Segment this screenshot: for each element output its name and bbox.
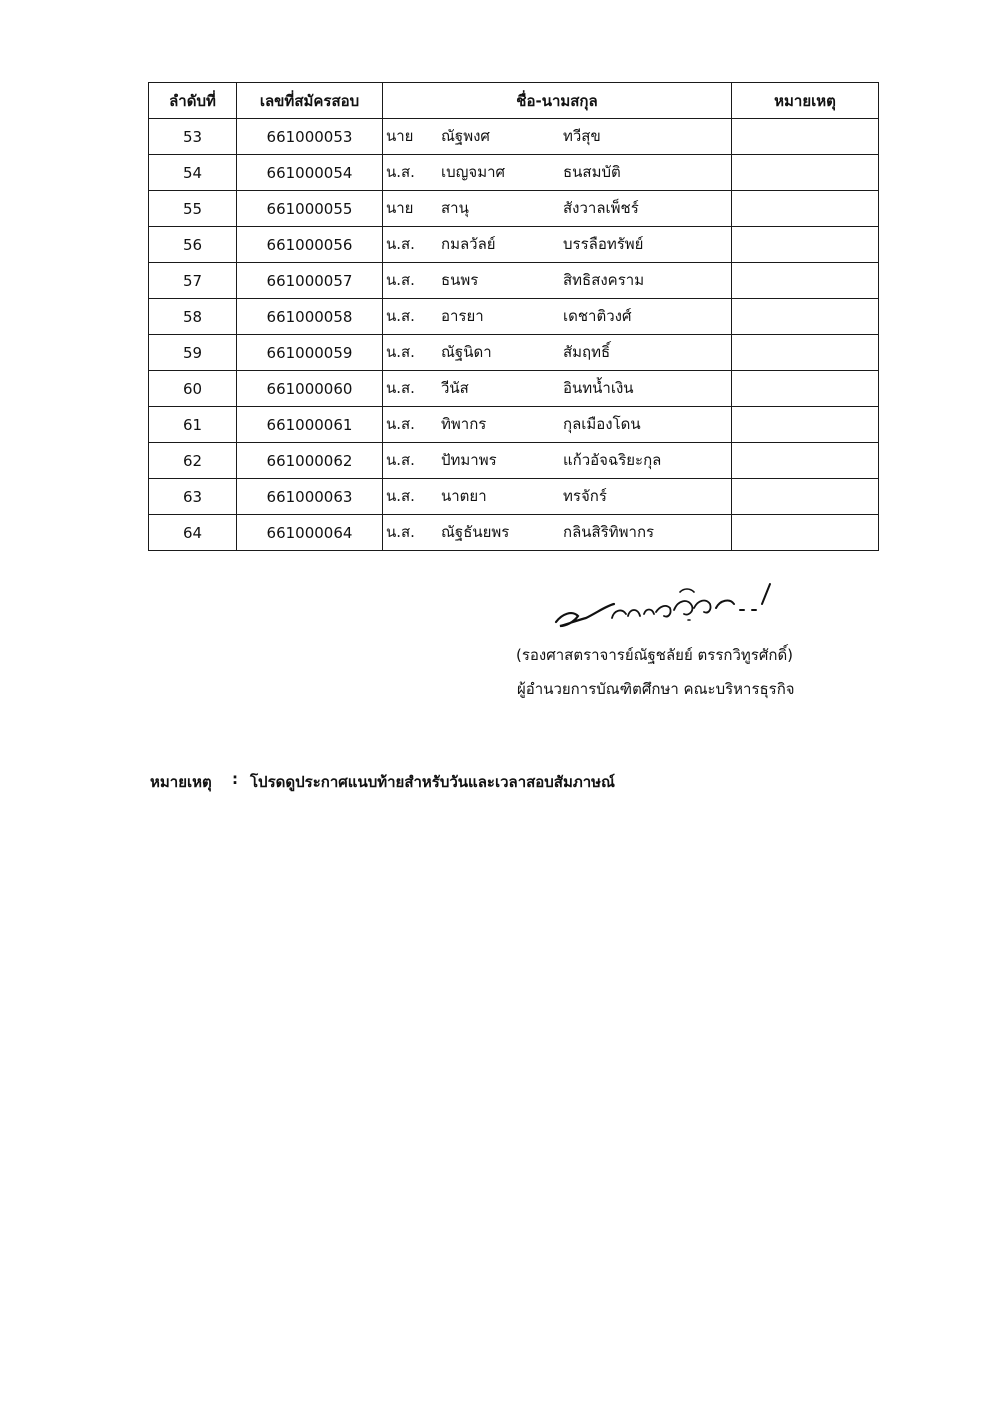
cell-remark — [732, 515, 879, 551]
first-name: ณัฐพงศ — [441, 127, 490, 145]
cell-applicant-id: 661000060 — [237, 371, 383, 407]
name-prefix: น.ส. — [386, 307, 415, 325]
cell-no: 63 — [149, 479, 237, 515]
table-row — [149, 263, 879, 299]
table-row — [149, 479, 879, 515]
table-header-row — [149, 83, 879, 119]
cell-applicant-id: 661000057 — [237, 263, 383, 299]
header-remark: หมายเหตุ — [732, 83, 879, 119]
last-name: สังวาลเพ็ชร์ — [563, 199, 639, 217]
first-name: ทิพากร — [441, 415, 487, 433]
cell-remark — [732, 155, 879, 191]
last-name: ทรจักร์ — [563, 487, 607, 505]
last-name: ทวีสุข — [563, 127, 601, 145]
first-name: สานุ — [441, 199, 469, 217]
last-name: กลินสิริทิพากร — [563, 523, 655, 541]
last-name: แก้วอัจฉริยะกุล — [563, 451, 662, 469]
header-name: ชื่อ-นามสกุล — [383, 83, 732, 119]
name-prefix: น.ส. — [386, 163, 415, 181]
cell-no: 60 — [149, 371, 237, 407]
cell-applicant-id: 661000062 — [237, 443, 383, 479]
cell-name — [383, 443, 732, 479]
table-row — [149, 515, 879, 551]
cell-name — [383, 479, 732, 515]
cell-no: 56 — [149, 227, 237, 263]
name-prefix: น.ส. — [386, 235, 415, 253]
cell-applicant-id: 661000054 — [237, 155, 383, 191]
cell-applicant-id: 661000064 — [237, 515, 383, 551]
cell-name — [383, 119, 732, 155]
header-applicant-id: เลขที่สมัครสอบ — [237, 83, 383, 119]
first-name: นาตยา — [441, 487, 487, 505]
table-row — [149, 119, 879, 155]
table-row — [149, 191, 879, 227]
last-name: สัมฤทธิ์ — [563, 343, 611, 361]
first-name: ธนพร — [441, 271, 479, 289]
cell-no: 59 — [149, 335, 237, 371]
cell-no: 64 — [149, 515, 237, 551]
cell-name — [383, 191, 732, 227]
first-name: วีนัส — [441, 379, 469, 397]
table-row — [149, 443, 879, 479]
first-name: อารยา — [441, 307, 484, 325]
cell-applicant-id: 661000055 — [237, 191, 383, 227]
table-row — [149, 299, 879, 335]
name-prefix: น.ส. — [386, 271, 415, 289]
cell-applicant-id: 661000056 — [237, 227, 383, 263]
cell-remark — [732, 191, 879, 227]
table-row — [149, 335, 879, 371]
table-body — [149, 119, 879, 551]
cell-remark — [732, 335, 879, 371]
signatory-name: (รองศาสตราจารย์ณัฐชลัยย์ ตรรกวิทูรศักดิ์) — [516, 646, 794, 664]
table-row — [149, 407, 879, 443]
cell-no: 55 — [149, 191, 237, 227]
first-name: ปัทมาพร — [441, 451, 497, 469]
first-name: ณัฐนิดา — [441, 343, 492, 361]
cell-name — [383, 371, 732, 407]
first-name: ณัฐธันยพร — [441, 523, 510, 541]
last-name: กุลเมืองโดน — [563, 415, 641, 433]
cell-remark — [732, 479, 879, 515]
cell-remark — [732, 443, 879, 479]
cell-applicant-id: 661000059 — [237, 335, 383, 371]
cell-applicant-id: 661000061 — [237, 407, 383, 443]
cell-remark — [732, 407, 879, 443]
cell-name — [383, 299, 732, 335]
candidate-table — [148, 82, 879, 551]
name-prefix: นาย — [386, 199, 414, 217]
name-prefix: น.ส. — [386, 523, 415, 541]
note-text: โปรดดูประกาศแนบท้ายสำหรับวันและเวลาสอบสัมภาษณ์ — [250, 773, 615, 791]
cell-name — [383, 227, 732, 263]
note-colon: : — [232, 770, 238, 788]
cell-remark — [732, 119, 879, 155]
last-name: ธนสมบัติ — [563, 163, 621, 181]
cell-remark — [732, 263, 879, 299]
first-name: กมลวัลย์ — [441, 235, 496, 253]
cell-no: 53 — [149, 119, 237, 155]
first-name: เบญจมาศ — [441, 163, 506, 181]
table-row — [149, 155, 879, 191]
name-prefix: น.ส. — [386, 379, 415, 397]
cell-name — [383, 263, 732, 299]
name-prefix: น.ส. — [386, 415, 415, 433]
cell-no: 58 — [149, 299, 237, 335]
cell-no: 62 — [149, 443, 237, 479]
name-prefix: น.ส. — [386, 487, 415, 505]
header-no: ลำดับที่ — [149, 83, 237, 119]
name-prefix: น.ส. — [386, 451, 415, 469]
signature-image — [548, 574, 798, 636]
cell-remark — [732, 227, 879, 263]
cell-applicant-id: 661000058 — [237, 299, 383, 335]
cell-name — [383, 335, 732, 371]
cell-applicant-id: 661000063 — [237, 479, 383, 515]
cell-no: 54 — [149, 155, 237, 191]
cell-remark — [732, 299, 879, 335]
last-name: สิทธิสงคราม — [563, 271, 645, 289]
signatory-position: ผู้อำนวยการบัณฑิตศึกษา คณะบริหารธุรกิจ — [517, 680, 795, 698]
cell-remark — [732, 371, 879, 407]
cell-name — [383, 515, 732, 551]
last-name: บรรลือทรัพย์ — [563, 235, 644, 253]
name-prefix: น.ส. — [386, 343, 415, 361]
cell-no: 61 — [149, 407, 237, 443]
last-name: เดชาติวงศ์ — [563, 307, 632, 325]
last-name: อินทน้ำเงิน — [563, 379, 634, 397]
table-row — [149, 371, 879, 407]
note-label: หมายเหตุ — [150, 773, 212, 791]
cell-applicant-id: 661000053 — [237, 119, 383, 155]
name-prefix: นาย — [386, 127, 414, 145]
cell-no: 57 — [149, 263, 237, 299]
cell-name — [383, 407, 732, 443]
cell-name — [383, 155, 732, 191]
table-row — [149, 227, 879, 263]
